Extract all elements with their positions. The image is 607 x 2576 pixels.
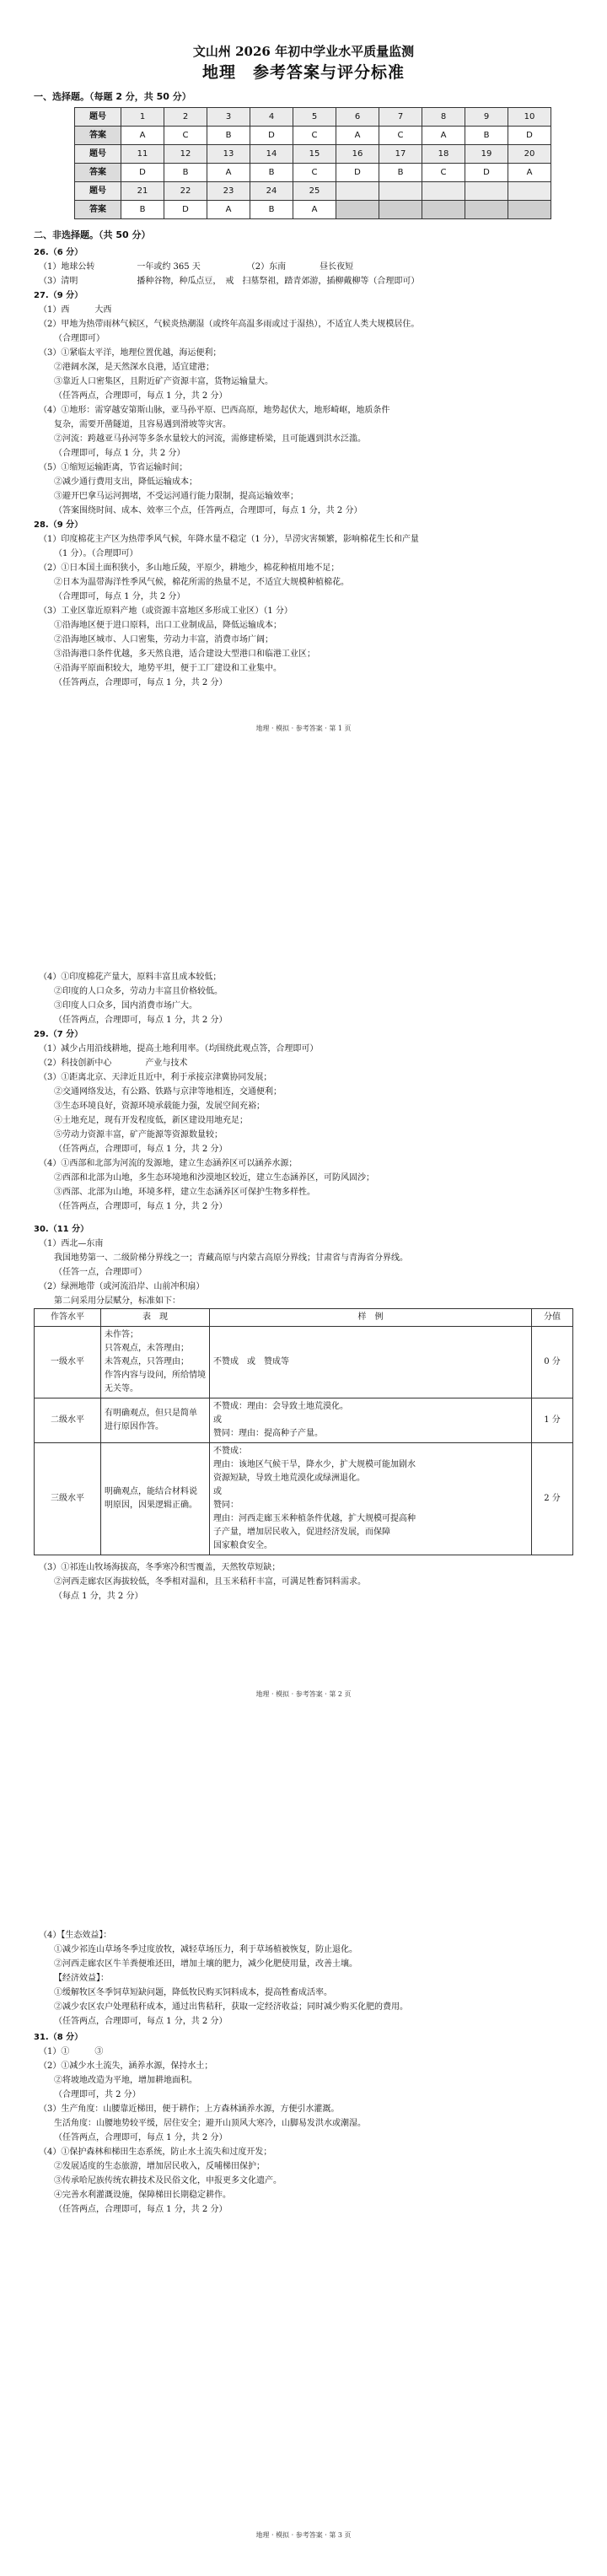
scoring-performance-line: 未答观点，只答理由； bbox=[105, 1357, 189, 1366]
mc-question-number: 22 bbox=[164, 182, 207, 201]
mc-answer-cell bbox=[379, 201, 422, 219]
scoring-points: 1 分 bbox=[532, 1398, 573, 1443]
mc-question-number: 15 bbox=[293, 145, 336, 164]
q27-line: （答案围绕时间、成本、效率三个点，任答两点，合理即可，每点 1 分，共 2 分） bbox=[54, 506, 363, 515]
mc-question-number bbox=[508, 182, 551, 201]
mc-question-number: 11 bbox=[121, 145, 164, 164]
mc-question-number: 23 bbox=[207, 182, 250, 201]
scoring-points: 0 分 bbox=[532, 1327, 573, 1398]
scoring-sample-line: 理由：该地区气候干旱，降水少，扩大规模可能加剧水 bbox=[213, 1460, 416, 1469]
q28-line: ①沿海地区便于进口原料，出口工业制成品，降低运输成本； bbox=[54, 621, 282, 630]
q26-line: （3）清明 播种谷物，种瓜点豆， 戒 扫墓祭祖，踏青郊游，插柳戴柳等（合理即可） bbox=[39, 277, 420, 286]
q30-heading: 30.（11 分） bbox=[34, 1225, 89, 1234]
scoring-performance-line: 进行原因作答。 bbox=[105, 1422, 164, 1431]
q29-line: ②交通网络发达，有公路、铁路与京津等地相连，交通便利； bbox=[54, 1087, 282, 1097]
mc-question-number bbox=[336, 182, 379, 201]
q27-line: （合理即可，每点 1 分，共 2 分） bbox=[54, 449, 185, 458]
q30-scoring-table bbox=[34, 1308, 573, 1555]
mc-question-number: 4 bbox=[250, 108, 293, 127]
q29-line: ③西部、北部为山地，环境多样，建立生态涵养区可保护生物多样性。 bbox=[54, 1188, 315, 1197]
mc-question-number: 3 bbox=[207, 108, 250, 127]
q28-line: ④沿海平原面积较大，地势平坦，便于工厂建设和工业集中。 bbox=[54, 664, 282, 673]
q30-line: 【经济效益】： bbox=[54, 1974, 109, 1983]
mc-answer-cell: D bbox=[121, 164, 164, 182]
q30-line: ①缓解牧区冬季饲草短缺问题，降低牧民购买饲料成本，提高牲畜成活率。 bbox=[54, 1988, 332, 1997]
scoring-performance-line: 未作答； bbox=[105, 1330, 138, 1339]
mc-answer-cell: C bbox=[164, 127, 207, 145]
mc-number-row bbox=[75, 182, 551, 201]
mc-answer-cell bbox=[336, 201, 379, 219]
q31-line: ②发展适度的生态旅游，增加居民收入，反哺梯田保护； bbox=[54, 2162, 265, 2171]
scoring-sample-line: 国家粮食安全。 bbox=[213, 1541, 272, 1550]
q29-block bbox=[34, 1027, 573, 1214]
mc-answer-cell: C bbox=[422, 164, 465, 182]
scoring-table-header: 表 现 bbox=[101, 1309, 210, 1327]
mc-question-number: 17 bbox=[379, 145, 422, 164]
mc-answer-cell: B bbox=[121, 201, 164, 219]
q30-line: （4）【生态效益】： bbox=[39, 1931, 112, 1940]
mc-answer-cell: A bbox=[207, 164, 250, 182]
q28-heading: 28.（9 分） bbox=[34, 520, 83, 530]
q29-line: （3）①距离北京、天津近且近中，利于承接京津冀协同发展； bbox=[39, 1073, 272, 1082]
exam-title: 文山州 2026 年初中学业水平质量监测 bbox=[192, 44, 415, 59]
mc-question-number: 14 bbox=[250, 145, 293, 164]
q30-line: 我国地势第一、二级阶梯分界线之一；青藏高原与内蒙古高原分界线；甘肃省与青海省分界线。 bbox=[54, 1253, 408, 1263]
mc-answer-cell bbox=[465, 201, 508, 219]
scoring-sample-line: 或 bbox=[213, 1415, 222, 1425]
mc-answer-cell: C bbox=[293, 127, 336, 145]
q27-line: （2）甲地为热带雨林气候区，气候炎热潮湿（或终年高温多雨或过于湿热），不适宜人类大规模居住。 bbox=[39, 320, 420, 329]
page-2 bbox=[34, 970, 573, 1603]
mc-answer-cell: C bbox=[379, 127, 422, 145]
q31-line: （1）① ③ bbox=[39, 2047, 104, 2056]
mc-answer-cell: D bbox=[336, 164, 379, 182]
q27-line: ②河流：跨越亚马孙河等多条水量较大的河流，需修建桥梁，且可能遇到洪水泛滥。 bbox=[54, 434, 366, 444]
scoring-sample-line: 赞同： bbox=[213, 1501, 239, 1510]
scoring-performance-line: 作答内容与设问，所给情境无关等。 bbox=[105, 1371, 206, 1393]
q29-heading: 29.（7 分） bbox=[34, 1030, 83, 1039]
mc-answer-cell: D bbox=[508, 127, 551, 145]
scoring-level: 一级水平 bbox=[35, 1327, 101, 1398]
q27-line: ③靠近人口密集区，且附近矿产资源丰富，货物运输量大。 bbox=[54, 377, 273, 386]
scoring-performance bbox=[101, 1327, 210, 1398]
mc-answer-cell: B bbox=[379, 164, 422, 182]
q28-block bbox=[34, 518, 573, 690]
scoring-performance bbox=[101, 1398, 210, 1443]
non-mc-heading: 二、非选择题。（共 50 分） bbox=[34, 229, 151, 240]
mc-answer-cell: A bbox=[336, 127, 379, 145]
scoring-sample-line: 赞同：理由：提高种子产量。 bbox=[213, 1429, 323, 1438]
q30-line: （3）①祁连山牧场海拔高，冬季寒冷积雪覆盖，天然牧草短缺； bbox=[39, 1563, 281, 1572]
scoring-table-row bbox=[35, 1327, 573, 1398]
q30-line: 第二问采用分层赋分，标准如下： bbox=[54, 1296, 180, 1306]
mc-row-label: 答案 bbox=[75, 127, 121, 145]
q27-line: （3）①紧临太平洋，地理位置优越，海运便利； bbox=[39, 348, 222, 358]
mc-question-number: 9 bbox=[465, 108, 508, 127]
q28-line: （2）①日本国土面积狭小，多山地丘陵，平原少，耕地少，棉花种植用地不足； bbox=[39, 563, 340, 573]
mc-number-row bbox=[75, 108, 551, 127]
q27-line: ③避开巴拿马运河拥堵，不受运河通行能力限制，提高运输效率； bbox=[54, 492, 298, 501]
mc-question-number: 7 bbox=[379, 108, 422, 127]
mc-answer-cell: B bbox=[207, 127, 250, 145]
scoring-sample bbox=[210, 1398, 532, 1443]
scoring-table-header: 样 例 bbox=[210, 1309, 532, 1327]
q27-line: （4）①地形：需穿越安第斯山脉，亚马孙平原、巴西高原，地势起伏大，地形崎岖，地质条件 bbox=[39, 406, 390, 415]
mc-question-number: 2 bbox=[164, 108, 207, 127]
mc-question-number: 18 bbox=[422, 145, 465, 164]
mc-answer-row bbox=[75, 201, 551, 219]
scoring-sample-line: 不赞成：理由：会导致土地荒漠化。 bbox=[213, 1402, 348, 1411]
q27-line: ②港阔水深，是天然深水良港，适宜建港； bbox=[54, 363, 214, 372]
mc-question-number: 25 bbox=[293, 182, 336, 201]
q29-line: ③生态环境良好，资源环境承载能力强，发展空间充裕； bbox=[54, 1102, 265, 1111]
q31-line: ④完善水利灌溉设施，保障梯田长期稳定耕作。 bbox=[54, 2191, 231, 2200]
q27-heading: 27.（9 分） bbox=[34, 291, 83, 300]
q30-line: ②河西走廊农区海拔较低，冬季相对温和，且玉米秸秆丰富，可满足牲畜饲料需求。 bbox=[54, 1577, 366, 1587]
mc-question-number bbox=[379, 182, 422, 201]
scoring-table-row bbox=[35, 1443, 573, 1555]
q26-block bbox=[34, 245, 573, 288]
q29-line: （任答两点，合理即可，每点 1 分，共 2 分） bbox=[54, 1145, 228, 1154]
q27-line: （合理即可） bbox=[54, 334, 105, 343]
page-footer-1: 地理 · 模拟 · 参考答案 · 第 1 页 bbox=[255, 725, 352, 732]
q30-line: （每点 1 分，共 2 分） bbox=[54, 1592, 143, 1601]
mc-answer-cell: A bbox=[121, 127, 164, 145]
q28-line: （任答两点，合理即可，每点 1 分，共 2 分） bbox=[54, 678, 228, 687]
mc-question-number: 19 bbox=[465, 145, 508, 164]
scoring-performance bbox=[101, 1443, 210, 1555]
scoring-sample-line: 子产量，增加居民收入，促进经济发展，而保障 bbox=[213, 1528, 390, 1537]
mc-answer-cell bbox=[422, 201, 465, 219]
page-1 bbox=[34, 42, 573, 690]
mc-answer-cell: B bbox=[164, 164, 207, 182]
q28-line: ③沿海港口条件优越，多天然良港，适合建设大型港口和临港工业区； bbox=[54, 649, 315, 659]
mc-question-number: 12 bbox=[164, 145, 207, 164]
scoring-performance-line: 有明确观点，但只是简单 bbox=[105, 1409, 197, 1418]
q28-line: ②日本为温带海洋性季风气候，棉花所需的热量不足，不适宜大规模种植棉花。 bbox=[54, 578, 349, 587]
q30-line: （任答一点，合理即可） bbox=[54, 1268, 147, 1277]
page-footer-2: 地理 · 模拟 · 参考答案 · 第 2 页 bbox=[255, 1690, 352, 1698]
scoring-sample-line: 理由：河西走廊玉米种植条件优越，扩大规模可提高种 bbox=[213, 1514, 416, 1523]
scoring-points: 2 分 bbox=[532, 1443, 573, 1555]
q28-line: ③印度人口众多，国内消费市场广大。 bbox=[54, 1001, 197, 1010]
mc-question-number: 10 bbox=[508, 108, 551, 127]
mc-answer-row bbox=[75, 164, 551, 182]
q31-line: （3）生产角度：山腰靠近梯田，便于耕作；上方森林涵养水源，方便引水灌溉。 bbox=[39, 2104, 340, 2114]
q30-line: ①减少祁连山草场冬季过度放牧，减轻草场压力，利于草场植被恢复，防止退化。 bbox=[54, 1945, 357, 1954]
q28-line: （任答两点，合理即可，每点 1 分，共 2 分） bbox=[54, 1016, 228, 1025]
scoring-sample bbox=[210, 1443, 532, 1555]
q29-line: ④土地充足，现有开发程度低，新区建设用地充足； bbox=[54, 1116, 248, 1125]
scoring-table-row bbox=[35, 1398, 573, 1443]
q30-block bbox=[34, 1222, 573, 1603]
q29-line: （4）①西部和北部为河流的发源地，建立生态涵养区可以涵养水源； bbox=[39, 1159, 298, 1168]
scoring-level: 三级水平 bbox=[35, 1443, 101, 1555]
mc-answer-cell: A bbox=[508, 164, 551, 182]
mc-question-number bbox=[465, 182, 508, 201]
mc-question-number bbox=[422, 182, 465, 201]
scoring-sample-line: 或 bbox=[213, 1487, 222, 1496]
mc-question-number: 6 bbox=[336, 108, 379, 127]
q29-line: （任答两点，合理即可，每点 1 分，共 2 分） bbox=[54, 1202, 228, 1211]
mc-row-label: 题号 bbox=[75, 182, 121, 201]
mc-question-number: 5 bbox=[293, 108, 336, 127]
scoring-performance-line: 明原因，因果逻辑正确。 bbox=[105, 1501, 197, 1510]
mc-answer-cell: D bbox=[465, 164, 508, 182]
q29-line: ②西部和北部为山地，多生态环境地和沙漠地区较近，建立生态涵养区，可防风固沙； bbox=[54, 1173, 374, 1183]
q30-line: （任答两点，合理即可，每点 1 分，共 2 分） bbox=[54, 2017, 228, 2026]
mc-answer-cell: B bbox=[465, 127, 508, 145]
scoring-sample-line: 资源短缺，导致土地荒漠化或绿洲退化。 bbox=[213, 1474, 365, 1483]
q28-line: （4）①印度棉花产量大，原料丰富且成本较低； bbox=[39, 973, 222, 982]
mc-answer-cell: D bbox=[250, 127, 293, 145]
mc-answer-cell: A bbox=[422, 127, 465, 145]
mc-answer-cell: A bbox=[293, 201, 336, 219]
q31-line: 生活角度：山腰地势较平缓，居住安全；避开山顶风大寒冷，山脚易发洪水或潮湿。 bbox=[54, 2119, 366, 2128]
scoring-table-header: 分值 bbox=[532, 1309, 573, 1327]
q31-line: （2）①减少水土流失，涵养水源，保持水土； bbox=[39, 2061, 213, 2071]
scoring-sample-line: 不赞成： bbox=[213, 1447, 247, 1456]
mc-answer-row bbox=[75, 127, 551, 145]
scoring-level: 二级水平 bbox=[35, 1398, 101, 1443]
q30-line: （2）绿洲地带（或河流沿岸、山前冲积扇） bbox=[39, 1282, 205, 1291]
q30-line: ②减少农区农户处理秸秆成本，通过出售秸秆，获取一定经济收益；同时减少购买化肥的费用。 bbox=[54, 2002, 408, 2012]
q28-line: （1 分）。（合理即可） bbox=[54, 549, 138, 558]
q27-block bbox=[34, 288, 573, 518]
mc-row-label: 题号 bbox=[75, 108, 121, 127]
mc-row-label: 题号 bbox=[75, 145, 121, 164]
mc-question-number: 21 bbox=[121, 182, 164, 201]
q28-line: （合理即可，每点 1 分，共 2 分） bbox=[54, 592, 185, 601]
mc-question-number: 1 bbox=[121, 108, 164, 127]
page-footer-3: 地理 · 模拟 · 参考答案 · 第 3 页 bbox=[255, 2531, 352, 2539]
mc-answer-table bbox=[74, 107, 551, 219]
q31-line: ③传承哈尼族传统农耕技术及民俗文化，申报更多文化遗产。 bbox=[54, 2176, 282, 2185]
mc-question-number: 8 bbox=[422, 108, 465, 127]
q27-line: （1）西 大西 bbox=[39, 305, 112, 315]
scoring-table-header: 作答水平 bbox=[35, 1309, 101, 1327]
mc-answer-cell: B bbox=[250, 164, 293, 182]
q28-line: （3）工业区靠近原料产地（或资源丰富地区多形成工业区）（1 分） bbox=[39, 606, 293, 616]
q27-line: （5）①缩短运输距离，节省运输时间； bbox=[39, 463, 188, 472]
mc-question-number: 20 bbox=[508, 145, 551, 164]
q27-line: ②减少通行费用支出，降低运输成本； bbox=[54, 477, 197, 487]
q29-line: （2）科技创新中心 产业与技术 bbox=[39, 1059, 188, 1068]
mc-answer-cell: B bbox=[250, 201, 293, 219]
mc-answer-cell: A bbox=[207, 201, 250, 219]
q27-line: 复杂，需要开凿隧道，且容易遇到滑坡等灾害。 bbox=[54, 420, 231, 429]
q29-line: （1）减少占用沿线耕地，提高土地利用率。（均围绕此观点答，合理即可） bbox=[39, 1044, 319, 1054]
q28-line: ②沿海地区城市、人口密集，劳动力丰富，消费市场广阔； bbox=[54, 635, 273, 644]
mc-answer-cell bbox=[508, 201, 551, 219]
mc-question-number: 24 bbox=[250, 182, 293, 201]
q31-block bbox=[34, 2030, 573, 2217]
q31-line: （任答两点，合理即可，每点 1 分，共 2 分） bbox=[54, 2205, 228, 2214]
mc-section-heading: 一、选择题。（每题 2 分，共 50 分） bbox=[34, 91, 191, 102]
mc-answer-cell: C bbox=[293, 164, 336, 182]
scoring-performance-line: 明确观点，能结合材料说 bbox=[105, 1487, 197, 1496]
q26-heading: 26.（6 分） bbox=[34, 248, 83, 257]
scoring-sample bbox=[210, 1327, 532, 1398]
mc-question-number: 13 bbox=[207, 145, 250, 164]
q31-heading: 31.（8 分） bbox=[34, 2033, 83, 2042]
mc-row-label: 答案 bbox=[75, 164, 121, 182]
scoring-sample-line: 不赞成 或 赞成等 bbox=[213, 1357, 289, 1366]
q28-line: ②印度的人口众多，劳动力丰富且价格较低。 bbox=[54, 987, 223, 996]
q31-line: （合理即可，共 2 分） bbox=[54, 2090, 141, 2099]
q29-line: ⑤劳动力资源丰富，矿产能源等资源数量较； bbox=[54, 1130, 223, 1140]
mc-question-number: 16 bbox=[336, 145, 379, 164]
page-3 bbox=[34, 1928, 573, 2217]
mc-number-row bbox=[75, 145, 551, 164]
mc-answer-cell: D bbox=[164, 201, 207, 219]
q26-line: （1）地球公转 一年或约 365 天 （2）东南 昼长夜短 bbox=[39, 262, 354, 272]
q30-line: ②河西走廊农区牛羊粪便堆还田，增加土壤的肥力，减少化肥使用量，改善土壤。 bbox=[54, 1959, 357, 1969]
q28-line: （1）印度棉花主产区为热带季风气候，年降水量不稳定（1 分），旱涝灾害频繁，影响棉花生长和产量 bbox=[39, 535, 419, 544]
q31-line: ②将坡地改造为平地，增加耕地面积。 bbox=[54, 2076, 197, 2085]
q27-line: （任答两点，合理即可，每点 1 分，共 2 分） bbox=[54, 391, 228, 401]
answer-key-title: 地理 参考答案与评分标准 bbox=[201, 63, 405, 82]
q31-line: （任答两点，合理即可，每点 1 分，共 2 分） bbox=[54, 2133, 228, 2142]
q31-line: （4）①保护森林和梯田生态系统，防止水土流失和过度开发； bbox=[39, 2148, 272, 2157]
mc-row-label: 答案 bbox=[75, 201, 121, 219]
q30-line: （1）西北—东南 bbox=[39, 1239, 104, 1248]
scoring-performance-line: 只答观点，未答理由； bbox=[105, 1344, 189, 1353]
